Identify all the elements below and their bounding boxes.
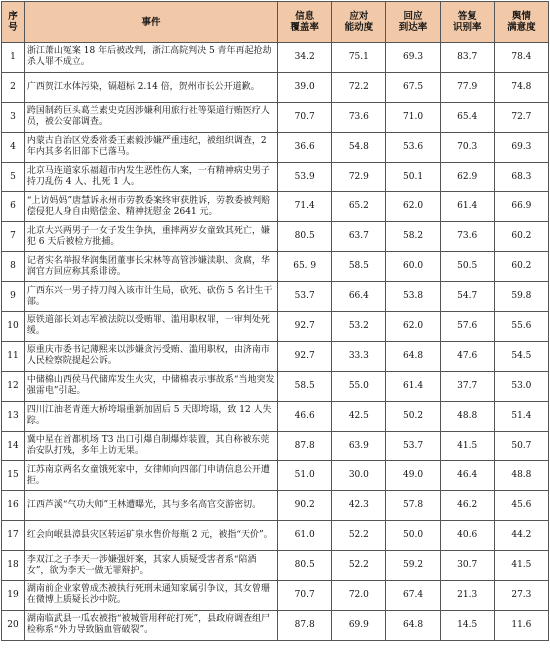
cell-coverage: 70.7 <box>278 102 332 132</box>
cell-attitude: 53.2 <box>332 312 386 342</box>
table-row <box>2 222 549 252</box>
cell-recognition: 73.6 <box>440 222 494 252</box>
cell-event: 内蒙古自治区党委常委王素毅涉嫌严重违纪，被组织调查，2 年内其多名旧部下已落马。 <box>24 132 277 162</box>
cell-event: 江西芦溪“气功大师”王林遭曝光，其与多名高官交游密切。 <box>24 491 277 521</box>
table-row <box>2 551 549 581</box>
table-row <box>2 132 549 162</box>
cell-reach: 58.2 <box>386 222 440 252</box>
table-row <box>2 581 549 611</box>
cell-index: 14 <box>2 431 25 461</box>
table-row <box>2 312 549 342</box>
cell-coverage: 90.2 <box>278 491 332 521</box>
cell-index: 7 <box>2 222 25 252</box>
cell-reach: 61.4 <box>386 371 440 401</box>
cell-coverage: 92.7 <box>278 312 332 342</box>
table-row <box>2 43 549 73</box>
cell-index: 19 <box>2 581 25 611</box>
cell-recognition: 83.7 <box>440 43 494 73</box>
cell-attitude: 54.8 <box>332 132 386 162</box>
cell-event: 红会向岷县漳县灾区转运矿泉水售价每瓶 2 元，被指“天价”。 <box>24 521 277 551</box>
cell-attitude: 63.9 <box>332 431 386 461</box>
table-row <box>2 371 549 401</box>
cell-coverage: 39.0 <box>278 72 332 102</box>
cell-coverage: 87.8 <box>278 431 332 461</box>
cell-satisfaction: 50.7 <box>494 431 548 461</box>
cell-satisfaction: 54.5 <box>494 341 548 371</box>
cell-attitude: 63.7 <box>332 222 386 252</box>
cell-attitude: 52.2 <box>332 551 386 581</box>
cell-satisfaction: 69.3 <box>494 132 548 162</box>
cell-satisfaction: 44.2 <box>494 521 548 551</box>
cell-event: 中储棉山西侯马代储库发生火灾，中储棉表示事故系“当地突发强雷电”引起。 <box>24 371 277 401</box>
cell-attitude: 55.0 <box>332 371 386 401</box>
cell-coverage: 80.5 <box>278 222 332 252</box>
table-row <box>2 282 549 312</box>
cell-coverage: 46.6 <box>278 401 332 431</box>
cell-index: 4 <box>2 132 25 162</box>
cell-attitude: 52.2 <box>332 521 386 551</box>
table-row <box>2 341 549 371</box>
cell-index: 15 <box>2 461 25 491</box>
cell-satisfaction: 60.2 <box>494 222 548 252</box>
header-event: 事件 <box>24 2 277 43</box>
table-row <box>2 102 549 132</box>
cell-recognition: 46.4 <box>440 461 494 491</box>
cell-reach: 64.8 <box>386 341 440 371</box>
cell-event: “上访妈妈”唐慧诉永州市劳教委案终审获胜诉，劳教委被判赔偿侵犯人身自由赔偿金、精神抚慰金 2641 元。 <box>24 192 277 222</box>
cell-index: 11 <box>2 341 25 371</box>
table-body <box>2 43 549 641</box>
cell-coverage: 65. 9 <box>278 252 332 282</box>
table-row <box>2 461 549 491</box>
cell-coverage: 51.0 <box>278 461 332 491</box>
table-row <box>2 491 549 521</box>
cell-attitude: 69.9 <box>332 610 386 640</box>
table-row <box>2 162 549 192</box>
cell-index: 13 <box>2 401 25 431</box>
cell-recognition: 14.5 <box>440 610 494 640</box>
cell-recognition: 57.6 <box>440 312 494 342</box>
table-row <box>2 72 549 102</box>
cell-coverage: 53.7 <box>278 282 332 312</box>
cell-satisfaction: 51.4 <box>494 401 548 431</box>
cell-coverage: 80.5 <box>278 551 332 581</box>
cell-coverage: 71.4 <box>278 192 332 222</box>
cell-satisfaction: 48.8 <box>494 461 548 491</box>
cell-index: 1 <box>2 43 25 73</box>
cell-reach: 53.8 <box>386 282 440 312</box>
cell-reach: 67.4 <box>386 581 440 611</box>
cell-reach: 50.1 <box>386 162 440 192</box>
cell-index: 12 <box>2 371 25 401</box>
cell-attitude: 72.0 <box>332 581 386 611</box>
table-row <box>2 252 549 282</box>
cell-index: 17 <box>2 521 25 551</box>
cell-index: 20 <box>2 610 25 640</box>
header-attitude: 应对 能动度 <box>332 2 386 43</box>
header-coverage: 信息 覆盖率 <box>278 2 332 43</box>
cell-coverage: 61.0 <box>278 521 332 551</box>
cell-recognition: 37.7 <box>440 371 494 401</box>
table-row <box>2 401 549 431</box>
cell-index: 5 <box>2 162 25 192</box>
cell-attitude: 65.2 <box>332 192 386 222</box>
cell-recognition: 65.4 <box>440 102 494 132</box>
table-row <box>2 431 549 461</box>
cell-recognition: 46.2 <box>440 491 494 521</box>
header-index: 序 号 <box>2 2 25 43</box>
cell-reach: 62.0 <box>386 312 440 342</box>
header-satisfaction: 舆情 满意度 <box>494 2 548 43</box>
cell-index: 3 <box>2 102 25 132</box>
table-row <box>2 610 549 640</box>
cell-recognition: 40.6 <box>440 521 494 551</box>
cell-event: 冀中星在首都机场 T3 出口引爆自制爆炸装置，其自称被东莞治安队打残，多年上访无果。 <box>24 431 277 461</box>
cell-satisfaction: 11.6 <box>494 610 548 640</box>
cell-event: 记者实名举报华润集团董事长宋林等高管涉嫌渎职、贪腐，华润官方回应称其系诽谤。 <box>24 252 277 282</box>
cell-event: 广西贺江水体污染，镉超标 2.14 倍，贺州市长公开道歉。 <box>24 72 277 102</box>
cell-recognition: 77.9 <box>440 72 494 102</box>
cell-satisfaction: 68.3 <box>494 162 548 192</box>
cell-attitude: 58.5 <box>332 252 386 282</box>
cell-reach: 69.3 <box>386 43 440 73</box>
cell-recognition: 61.4 <box>440 192 494 222</box>
cell-reach: 62.0 <box>386 192 440 222</box>
cell-reach: 49.0 <box>386 461 440 491</box>
cell-satisfaction: 53.0 <box>494 371 548 401</box>
cell-event: 北京大兴两男子一女子发生争执，重摔两岁女童致其死亡，嫌犯 6 天后被检方批捕。 <box>24 222 277 252</box>
cell-coverage: 34.2 <box>278 43 332 73</box>
cell-satisfaction: 74.8 <box>494 72 548 102</box>
table-row <box>2 521 549 551</box>
cell-event: 跨国制药巨头葛兰素史克因涉嫌利用旅行社等渠道行贿医疗人员，被公安部调查。 <box>24 102 277 132</box>
cell-event: 江苏南京两名女童饿死家中，女律师向四部门申请信息公开遭拒。 <box>24 461 277 491</box>
header-reach: 回应 到达率 <box>386 2 440 43</box>
cell-reach: 53.6 <box>386 132 440 162</box>
cell-event: 北京马连道家乐福超市内发生恶性伤人案，一有精神病史男子持刀乱伤 4 人、扎死 1 人。 <box>24 162 277 192</box>
cell-reach: 57.8 <box>386 491 440 521</box>
cell-index: 16 <box>2 491 25 521</box>
public-opinion-table <box>1 1 549 641</box>
cell-recognition: 50.5 <box>440 252 494 282</box>
cell-recognition: 21.3 <box>440 581 494 611</box>
cell-satisfaction: 72.7 <box>494 102 548 132</box>
cell-satisfaction: 55.6 <box>494 312 548 342</box>
cell-index: 2 <box>2 72 25 102</box>
cell-event: 原重庆市委书记薄熙来以涉嫌贪污受贿、滥用职权，由济南市人民检察院提起公诉。 <box>24 341 277 371</box>
cell-attitude: 42.5 <box>332 401 386 431</box>
header-recognition: 答复 识别率 <box>440 2 494 43</box>
cell-satisfaction: 45.6 <box>494 491 548 521</box>
cell-index: 10 <box>2 312 25 342</box>
cell-satisfaction: 60.2 <box>494 252 548 282</box>
cell-attitude: 75.1 <box>332 43 386 73</box>
table-row <box>2 192 549 222</box>
cell-event: 广西东兴一男子持刀闯入该市计生局，砍死、砍伤 5 名计生干部。 <box>24 282 277 312</box>
cell-reach: 53.7 <box>386 431 440 461</box>
cell-attitude: 72.2 <box>332 72 386 102</box>
cell-attitude: 33.3 <box>332 341 386 371</box>
cell-event: 浙江萧山冤案 18 年后被改判，浙江高院判决 5 青年再起抢劫杀人罪不成立。 <box>24 43 277 73</box>
cell-event: 湖南临武县一瓜农被指“被城管用秤砣打死”，县政府调查组尸检称系“外力导致脑血管破裂”。 <box>24 610 277 640</box>
cell-coverage: 92.7 <box>278 341 332 371</box>
cell-coverage: 58.5 <box>278 371 332 401</box>
cell-attitude: 30.0 <box>332 461 386 491</box>
cell-attitude: 72.9 <box>332 162 386 192</box>
cell-reach: 71.0 <box>386 102 440 132</box>
cell-recognition: 41.5 <box>440 431 494 461</box>
cell-recognition: 62.9 <box>440 162 494 192</box>
cell-event: 湖南前企业家曾成杰被执行死刑未通知家属引争议，其女曾珊在微博上质疑长沙中院。 <box>24 581 277 611</box>
cell-coverage: 70.7 <box>278 581 332 611</box>
cell-reach: 64.8 <box>386 610 440 640</box>
cell-attitude: 73.6 <box>332 102 386 132</box>
cell-index: 9 <box>2 282 25 312</box>
cell-satisfaction: 41.5 <box>494 551 548 581</box>
cell-recognition: 48.8 <box>440 401 494 431</box>
table-header-row <box>2 2 549 43</box>
cell-index: 18 <box>2 551 25 581</box>
cell-attitude: 66.4 <box>332 282 386 312</box>
cell-recognition: 54.7 <box>440 282 494 312</box>
cell-event: 李双江之子李天一涉嫌强奸案，其家人质疑受害者系“陪酒女”，欲为李天一做无罪辩护。 <box>24 551 277 581</box>
cell-coverage: 87.8 <box>278 610 332 640</box>
cell-event: 原铁道部长刘志军被法院以受贿罪、滥用职权罪，一审判处死缓。 <box>24 312 277 342</box>
cell-attitude: 42.3 <box>332 491 386 521</box>
cell-satisfaction: 27.3 <box>494 581 548 611</box>
cell-coverage: 36.6 <box>278 132 332 162</box>
cell-satisfaction: 78.4 <box>494 43 548 73</box>
cell-index: 6 <box>2 192 25 222</box>
cell-satisfaction: 59.8 <box>494 282 548 312</box>
cell-reach: 59.2 <box>386 551 440 581</box>
cell-reach: 50.0 <box>386 521 440 551</box>
cell-reach: 60.0 <box>386 252 440 282</box>
cell-reach: 67.5 <box>386 72 440 102</box>
cell-recognition: 30.7 <box>440 551 494 581</box>
cell-recognition: 70.3 <box>440 132 494 162</box>
cell-event: 四川江油老青莲大桥垮塌重新加固后 5 天即垮塌，致 12 人失踪。 <box>24 401 277 431</box>
cell-satisfaction: 66.9 <box>494 192 548 222</box>
cell-coverage: 53.9 <box>278 162 332 192</box>
cell-index: 8 <box>2 252 25 282</box>
cell-reach: 50.2 <box>386 401 440 431</box>
cell-recognition: 47.6 <box>440 341 494 371</box>
